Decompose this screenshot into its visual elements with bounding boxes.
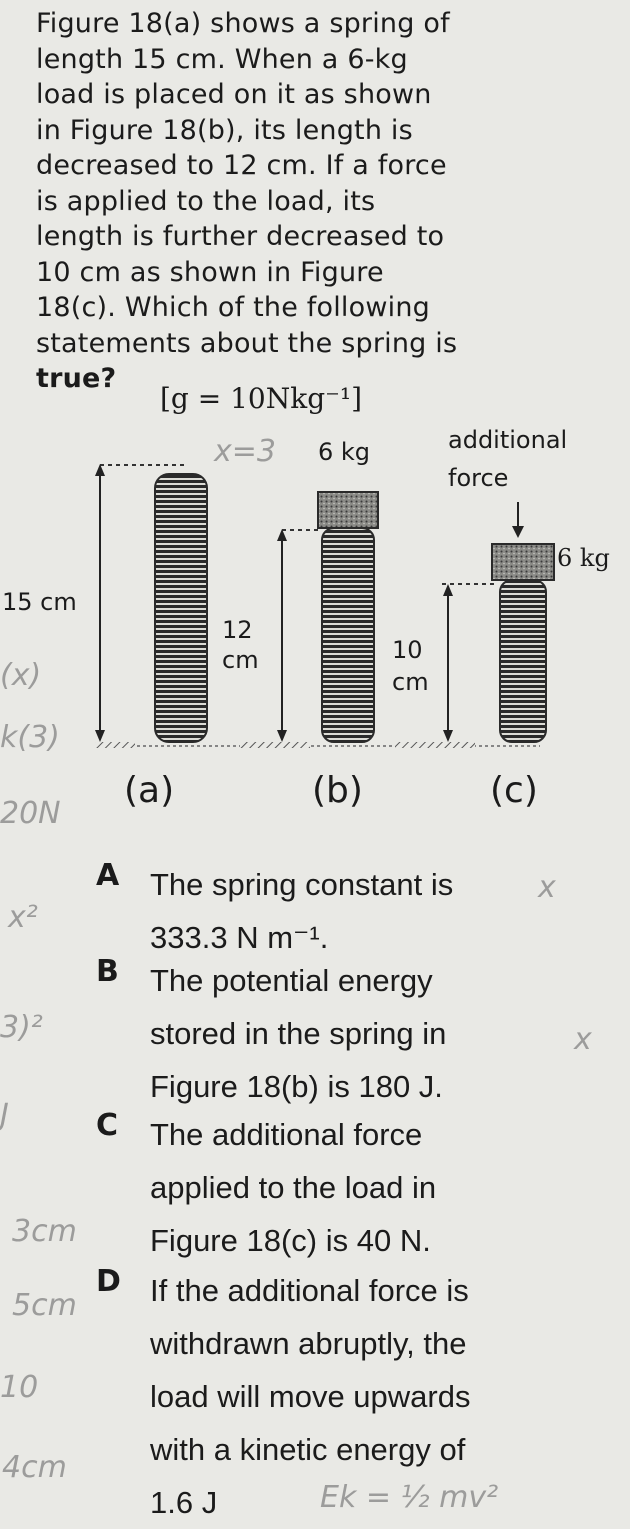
mass-label-b: 6 kg [318, 438, 371, 466]
spring-c [500, 580, 546, 742]
handwriting-x-eq: x=3 [214, 434, 276, 469]
given-gravity: [g = 10Nkg⁻¹] [160, 382, 363, 415]
length-unit-b: cm [222, 646, 259, 674]
handwriting-4cm: 4cm [2, 1450, 67, 1485]
question-line: in Figure 18(b), its length is [36, 114, 413, 146]
handwriting-three-squared: 3)² [0, 1010, 43, 1045]
ground-hatch-a [95, 742, 135, 748]
force-arrowhead [512, 526, 524, 538]
question-line: 18(c). Which of the following [36, 292, 430, 323]
load-block-b [318, 492, 378, 528]
option-text: The additional force applied to the load in Figure 18(c) is 40 N. [150, 1117, 437, 1258]
handwriting-x-paren: (x) [0, 658, 42, 693]
question-line: statements about the spring is [36, 327, 458, 359]
handwriting-cross-a: x [538, 870, 556, 905]
question-line: length is further decreased to [36, 221, 445, 252]
figure-18 [0, 420, 630, 840]
arrowhead-down-a [95, 730, 105, 742]
force-label-line1: additional [448, 426, 568, 454]
question-line: length 15 cm. When a 6-kg [36, 43, 408, 75]
handwriting-cross-b: x [574, 1022, 592, 1057]
handwriting-joule: J [0, 1098, 9, 1133]
length-value-c: 10 [392, 636, 423, 664]
handwriting-5cm: 5cm [12, 1288, 77, 1323]
load-block-c [492, 544, 554, 580]
caption-c: (c) [490, 770, 538, 811]
handwriting-ek-formula: Ek = ½ mv² [320, 1480, 499, 1515]
option-letter: D [96, 1264, 121, 1299]
handwriting-k3: k(3) [0, 720, 60, 755]
arrowhead-down-c [443, 730, 453, 742]
question-text [36, 6, 602, 397]
caption-b: (b) [312, 770, 363, 811]
option-text: The spring constant is 333.3 N m⁻¹. [150, 867, 454, 955]
handwriting-3cm: 3cm [12, 1214, 77, 1249]
option-letter: C [96, 1108, 119, 1143]
question-line: 10 cm as shown in Figure [36, 256, 384, 288]
force-label-line2: force [448, 464, 509, 492]
ground-hatch-c [395, 742, 475, 748]
handwriting-10: 10 [0, 1370, 39, 1405]
option-text: If the additional force is withdrawn abruptly, the load will move upwards with a kinetic energy of 1.6 J [150, 1273, 471, 1520]
length-label-a: 15 cm [2, 588, 77, 616]
question-line: is applied to the load, its [36, 185, 376, 217]
spring-a [155, 474, 207, 742]
length-unit-c: cm [392, 668, 429, 696]
handwriting-20n: 20N [0, 796, 61, 831]
question-line: true? [36, 363, 117, 394]
mass-label-c: 6 kg [557, 544, 610, 572]
handwriting-x-squared: x² [8, 900, 38, 935]
length-value-b: 12 [222, 616, 253, 644]
caption-a: (a) [124, 770, 175, 811]
question-line: load is placed on it as shown [36, 79, 432, 110]
question-line: Figure 18(a) shows a spring of [36, 8, 450, 39]
arrowhead-down-b [277, 730, 287, 742]
spring-b [322, 528, 374, 742]
ground-hatch-b [240, 742, 310, 748]
option-text: The potential energy stored in the spring in Figure 18(b) is 180 J. [150, 963, 447, 1104]
arrowhead-up-c [443, 584, 453, 596]
question-line: decreased to 12 cm. If a force [36, 150, 447, 181]
option-letter: B [96, 954, 119, 989]
option-letter: A [96, 858, 120, 893]
